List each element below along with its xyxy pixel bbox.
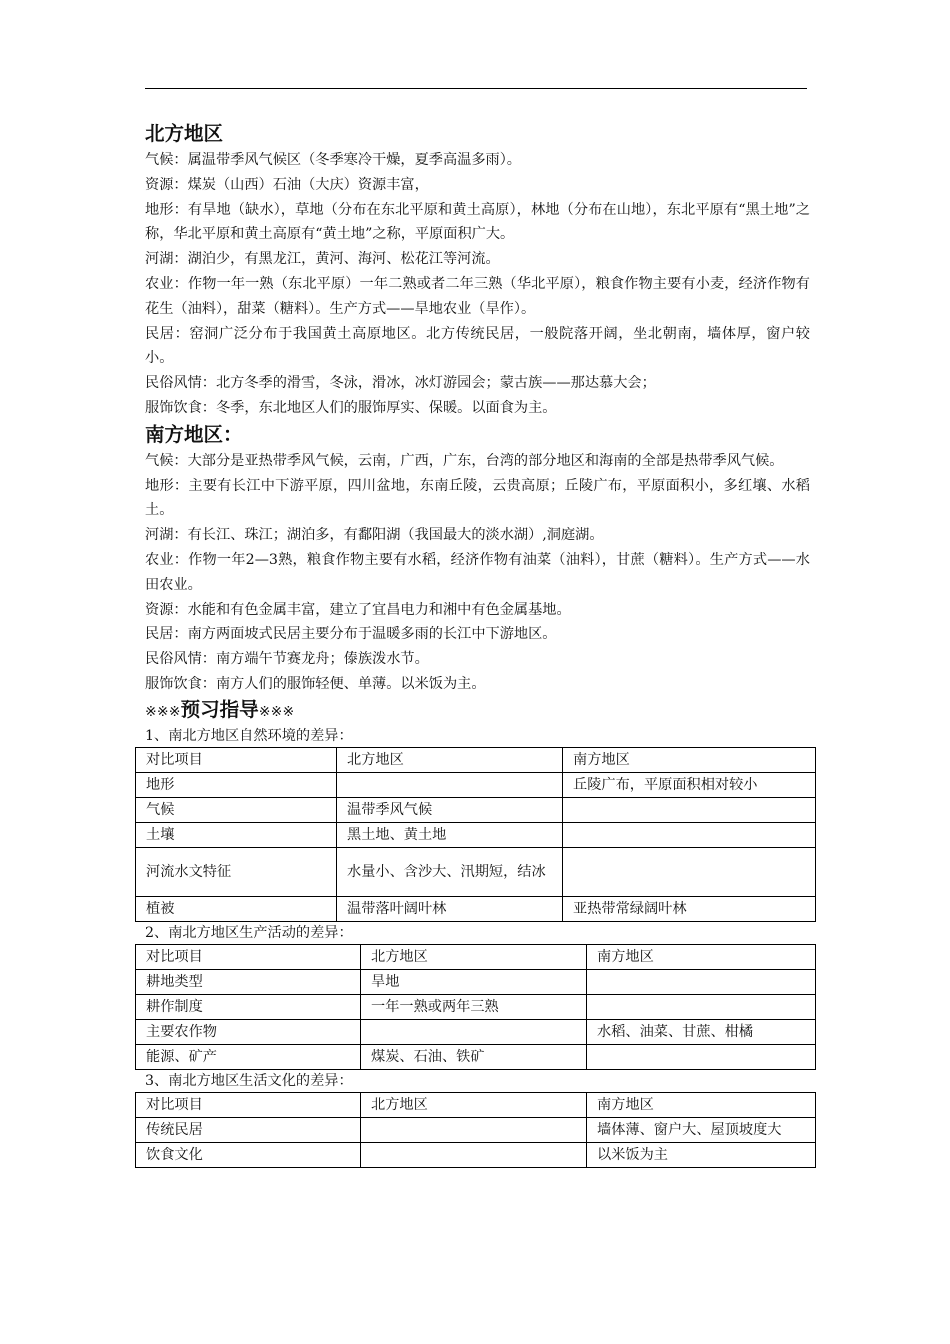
natural-environment-table — [135, 747, 816, 922]
table-cell — [361, 1019, 587, 1044]
south-rivers: 河湖：有长江、珠江；湖泊多，有鄱阳湖（我国最大的淡水湖）,洞庭湖。 — [145, 527, 604, 544]
table-row — [136, 797, 816, 822]
guide-marks-left: ※※※ — [145, 703, 181, 720]
table-header-cell: 对比项目 — [136, 944, 361, 969]
table-header-cell: 南方地区 — [587, 944, 816, 969]
table-cell: 耕地类型 — [136, 969, 361, 994]
table-header-row — [136, 1092, 816, 1117]
table-cell: 以米饭为主 — [587, 1142, 816, 1167]
table-cell: 亚热带常绿阔叶林 — [563, 896, 816, 921]
table-cell: 墙体薄、窗户大、屋顶坡度大 — [587, 1117, 816, 1142]
table-cell: 土壤 — [136, 822, 337, 847]
table-cell — [587, 969, 816, 994]
north-resources: 资源：煤炭（山西）石油（大庆）资源丰富， — [145, 176, 429, 193]
table-header-cell: 北方地区 — [337, 747, 563, 772]
table-header-cell: 对比项目 — [136, 747, 337, 772]
table-header-row — [136, 944, 816, 969]
table-cell: 温带季风气候 — [337, 797, 563, 822]
south-resources: 资源：水能和有色金属丰富，建立了宜昌电力和湘中有色金属基地。 — [145, 601, 571, 618]
south-dwellings: 民居：南方两面坡式民居主要分布于温暖多雨的长江中下游地区。 — [145, 626, 557, 643]
table-cell: 地形 — [136, 772, 337, 797]
table-cell — [563, 797, 816, 822]
table-row — [136, 1044, 816, 1069]
table-cell: 水稻、油菜、甘蔗、柑橘 — [587, 1019, 816, 1044]
north-climate: 气候：属温带季风气候区（冬季寒冷干燥，夏季高温多雨）。 — [145, 152, 521, 168]
table-cell: 煤炭、石油、铁矿 — [361, 1044, 587, 1069]
table-row — [136, 969, 816, 994]
table-row — [136, 847, 816, 896]
table3-wrap — [135, 1092, 816, 1168]
north-agriculture: 农业：作物一年一熟（东北平原）一年二熟或者二年三熟（华北平原），粮食作物主要有小麦，经济作物有花生（油料），甜菜（糖料）。生产方式——旱地农业（旱作）。 — [145, 275, 810, 317]
south-heading: 南方地区： — [145, 422, 243, 446]
table-row — [136, 994, 816, 1019]
table2-caption: 2、南北方地区生产活动的差异： — [145, 924, 353, 941]
table-row — [136, 896, 816, 921]
table1-caption: 1、南北方地区自然环境的差异： — [145, 727, 353, 744]
north-dwellings: 民居：窑洞广泛分布于我国黄土高原地区。北方传统民居，一般院落开阔，坐北朝南，墙体厚，窗户较小。 — [145, 325, 810, 367]
table-row — [136, 1019, 816, 1044]
table-row — [136, 822, 816, 847]
table-cell: 一年一熟或两年三熟 — [361, 994, 587, 1019]
header-rule — [145, 88, 807, 89]
life-culture-table — [135, 1092, 816, 1168]
preview-guide-heading — [145, 697, 810, 725]
south-clothing-food: 服饰饮食：南方人们的服饰轻便、单薄。以米饭为主。 — [145, 675, 486, 692]
table-cell: 温带落叶阔叶林 — [337, 896, 563, 921]
north-terrain: 地形：有旱地（缺水），草地（分布在东北平原和黄土高原），林地（分布在山地），东北平原有“黑土地”之称，华北平原和黄土高原有“黄土地”之称，平原面积广大。 — [145, 201, 810, 243]
table-cell: 饮食文化 — [136, 1142, 361, 1167]
table-row — [136, 1142, 816, 1167]
production-activity-table — [135, 944, 816, 1070]
table2-wrap — [135, 944, 816, 1070]
document-body — [145, 120, 810, 1168]
table-cell: 能源、矿产 — [136, 1044, 361, 1069]
south-climate: 气候：大部分是亚热带季风气候，云南，广西，广东，台湾的部分地区和海南的全部是热带季风气候。 — [145, 452, 784, 469]
table-cell: 旱地 — [361, 969, 587, 994]
table-cell: 植被 — [136, 896, 337, 921]
table-header-cell: 北方地区 — [361, 944, 587, 969]
table-header-row — [136, 747, 816, 772]
table-cell: 河流水文特征 — [136, 847, 337, 896]
table-header-cell: 对比项目 — [136, 1092, 361, 1117]
table-cell: 水量小、含沙大、汛期短，结冰 — [337, 847, 563, 896]
south-customs: 民俗风情：南方端午节赛龙舟；傣族泼水节。 — [145, 651, 429, 668]
north-heading: 北方地区 — [145, 122, 224, 145]
table-cell: 传统民居 — [136, 1117, 361, 1142]
table-cell — [337, 772, 563, 797]
south-agriculture: 农业：作物一年2—3熟，粮食作物主要有水稻，经济作物有油菜（油料），甘蔗（糖料）。生产方式——水田农业。 — [145, 551, 810, 593]
table-header-cell: 北方地区 — [361, 1092, 587, 1117]
table-cell — [563, 822, 816, 847]
table-cell — [587, 1044, 816, 1069]
table-cell: 黑土地、黄土地 — [337, 822, 563, 847]
table-cell: 丘陵广布，平原面积相对较小 — [563, 772, 816, 797]
table-cell — [587, 994, 816, 1019]
guide-marks-right: ※※※ — [258, 703, 295, 720]
table-cell — [361, 1117, 587, 1142]
table1-wrap — [135, 747, 816, 922]
north-customs: 民俗风情：北方冬季的滑雪，冬泳，滑冰，冰灯游园会；蒙古族——那达慕大会； — [145, 375, 656, 392]
table-header-cell: 南方地区 — [563, 747, 816, 772]
south-terrain: 地形：主要有长江中下游平原，四川盆地，东南丘陵，云贵高原；丘陵广布，平原面积小，多红壤、水稻土。 — [145, 477, 810, 519]
table-cell: 耕作制度 — [136, 994, 361, 1019]
guide-title: 预习指导 — [180, 697, 259, 721]
table3-caption: 3、南北方地区生活文化的差异： — [145, 1072, 353, 1089]
table-cell: 主要农作物 — [136, 1019, 361, 1044]
north-clothing-food: 服饰饮食：冬季，东北地区人们的服饰厚实、保暖。以面食为主。 — [145, 399, 557, 416]
table-row — [136, 772, 816, 797]
north-rivers: 河湖：湖泊少，有黑龙江，黄河、海河、松花江等河流。 — [145, 251, 500, 268]
table-row — [136, 1117, 816, 1142]
table-cell — [361, 1142, 587, 1167]
table-header-cell: 南方地区 — [587, 1092, 816, 1117]
table-cell: 气候 — [136, 797, 337, 822]
table-cell — [563, 847, 816, 896]
